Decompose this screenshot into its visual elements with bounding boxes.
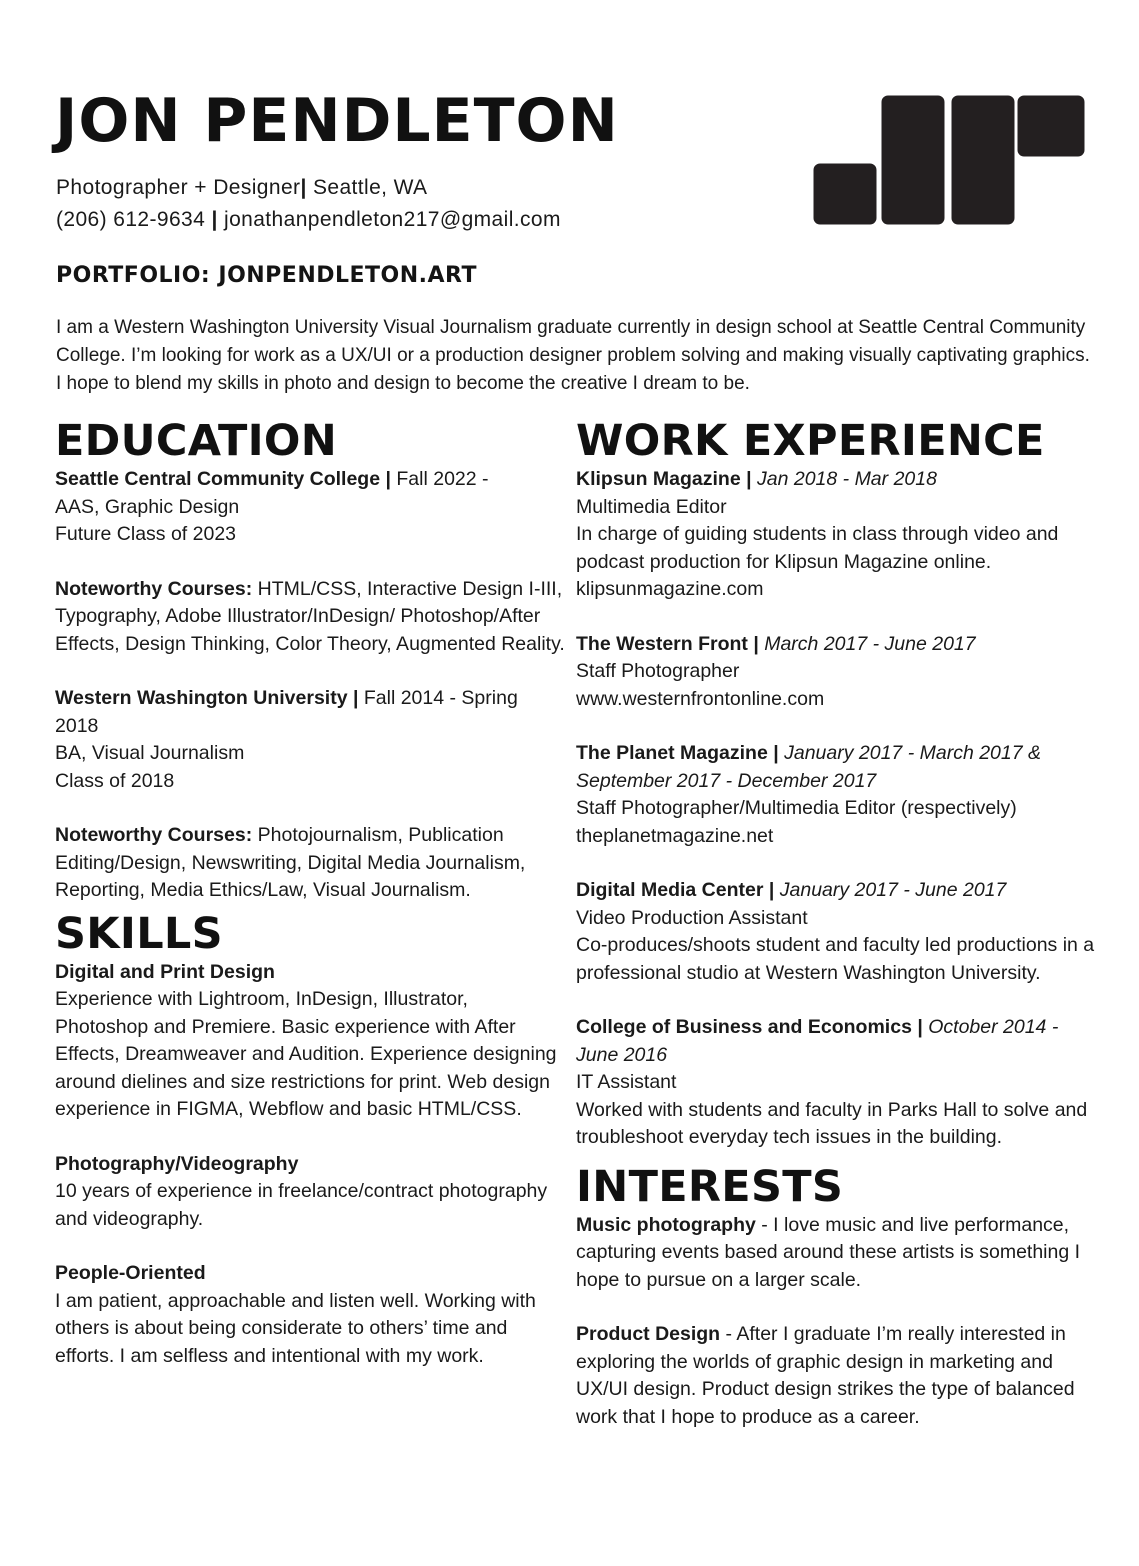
role-text: Photographer + Designer: [56, 176, 301, 199]
degree: AAS, Graphic Design: [55, 495, 240, 518]
logo-block-tall-right: [950, 94, 1016, 226]
job-dates: March 2017 - June 2017: [764, 632, 976, 655]
job-org: College of Business and Economics: [576, 1016, 912, 1038]
resume-name: JON PENDLETON: [55, 86, 619, 156]
courses-paragraph: [55, 822, 565, 905]
separator: |: [385, 468, 391, 490]
job-desc: Worked with students and faculty in Parks Hall to solve and troubleshoot everyday tech issues in the building.: [576, 1098, 1088, 1148]
job-role: IT Assistant: [576, 1071, 677, 1093]
courses-label: Noteworthy Courses:: [55, 824, 253, 846]
job-entry: [576, 740, 1096, 850]
job-entry: [576, 877, 1096, 987]
left-column: [55, 416, 565, 1397]
separator: |: [768, 879, 775, 901]
interest-text: - I love music and live performance, capturing events based around these artists is something I hope to pursue on a larger scale.: [576, 1213, 1081, 1291]
courses-paragraph: [55, 576, 565, 659]
education-title: EDUCATION: [55, 416, 338, 466]
logo-block-bottom-left: [812, 162, 878, 226]
skill-text: 10 years of experience in freelance/contract photography and videography.: [55, 1180, 548, 1230]
logo-block-tall-middle: [880, 94, 946, 226]
school-line: [55, 685, 565, 740]
job-header: [576, 466, 1096, 494]
skill-heading: Photography/Videography: [55, 1152, 299, 1175]
work-experience-title: WORK EXPERIENCE: [576, 416, 1045, 466]
school-date: Fall 2014 - Spring 2018: [55, 687, 518, 737]
job-url[interactable]: theplanetmagazine.net: [576, 824, 774, 847]
logo-block-top-right: [1016, 94, 1086, 158]
skill-entry: [55, 959, 565, 1124]
interest-entry: [576, 1212, 1096, 1295]
contact-line-1: [56, 172, 756, 204]
skill-entry: [55, 1151, 565, 1234]
courses-text: HTML/CSS, Interactive Design I-III, Typography, Adobe Illustrator/InDesign/ Photoshop/After Effects, Design Thinking, Color Theory, Augmented Reality.: [55, 577, 565, 655]
job-url[interactable]: klipsunmagazine.com: [576, 578, 764, 600]
job-entry: [576, 631, 1096, 714]
interest-heading: Music photography: [576, 1213, 756, 1236]
skill-text: Experience with Lightroom, InDesign, Illustrator, Photoshop and Premiere. Basic experience with After Effects, Dreamweaver and Audition. Experience designing around dielines and size restrictions for print. Web design experience in FIGMA, Webflow and basic HTML/CSS.: [55, 988, 557, 1120]
separator: |: [753, 632, 759, 655]
separator: |: [300, 176, 307, 199]
job-role: Staff Photographer: [576, 660, 740, 682]
job-role: Staff Photographer/Multimedia Editor (respectively): [576, 797, 1017, 819]
class-year: Future Class of 2023: [55, 523, 237, 545]
job-dates: Jan 2018 - Mar 2018: [757, 468, 937, 490]
skill-entry: [55, 1260, 565, 1370]
job-dates: January 2017 - June 2017: [779, 879, 1007, 901]
job-org: The Planet Magazine: [576, 742, 768, 764]
job-role: Multimedia Editor: [576, 495, 727, 518]
job-header: [576, 877, 1096, 905]
courses-label: Noteworthy Courses:: [55, 577, 253, 600]
right-column: [576, 416, 1096, 1458]
skill-heading: Digital and Print Design: [55, 960, 275, 983]
job-header: [576, 631, 1096, 659]
location-text: Seattle, WA: [312, 176, 428, 199]
school-name: Western Washington University: [55, 687, 348, 709]
job-entry: [576, 1014, 1096, 1152]
interest-text: - After I graduate I’m really interested in exploring the worlds of graphic design in marketing and UX/UI design. Product design strikes the type of balanced work that I hope to produce as a career.: [576, 1323, 1075, 1428]
separator: |: [917, 1016, 923, 1038]
education-entry: [55, 466, 565, 549]
interests-title: INTERESTS: [576, 1161, 844, 1212]
job-header: [576, 740, 1096, 795]
job-desc: Co-produces/shoots student and faculty led productions in a professional studio at Western Washington University.: [576, 934, 1095, 984]
intro-paragraph: I am a Western Washington University Visual Journalism graduate currently in design school at Seattle Central Community College. I’m looking for work as a UX/UI or a production designer problem solving and making visually captivating graphics. I hope to blend my skills in photo and design to become the creative I dream to be.: [56, 317, 1090, 394]
contact-info: [56, 172, 756, 236]
job-dates: January 2017 - March 2017 & September 2017 - December 2017: [576, 742, 1042, 792]
separator: |: [746, 468, 752, 490]
job-header: [576, 1014, 1096, 1069]
school-line: [55, 466, 565, 494]
job-url[interactable]: www.westernfrontonline.com: [576, 687, 825, 710]
job-dates: October 2014 - June 2016: [576, 1016, 1059, 1066]
job-role: Video Production Assistant: [576, 906, 808, 929]
interest-entry: [576, 1321, 1096, 1431]
skill-text: I am patient, approachable and listen well. Working with others is about being considerate to others’ time and efforts. I am selfless and intentional with my work.: [55, 1289, 536, 1367]
email-link[interactable]: jonathanpendleton217@gmail.com: [224, 208, 561, 231]
job-desc: In charge of guiding students in class through video and podcast production for Klipsun Magazine online.: [576, 523, 1059, 573]
separator: |: [352, 687, 359, 709]
contact-line-2: [56, 204, 756, 236]
class-year: Class of 2018: [55, 769, 175, 792]
job-org: Digital Media Center: [576, 879, 764, 901]
degree: BA, Visual Journalism: [55, 742, 245, 764]
school-name: Seattle Central Community College: [55, 468, 381, 490]
school-date: Fall 2022 -: [396, 468, 489, 490]
job-org: Klipsun Magazine: [576, 468, 741, 490]
interest-heading: Product Design: [576, 1323, 721, 1345]
separator: |: [773, 742, 779, 764]
separator: |: [211, 208, 218, 231]
job-entry: [576, 466, 1096, 604]
courses-text: Photojournalism, Publication Editing/Design, Newswriting, Digital Media Journalism, Reporting, Media Ethics/Law, Visual Journalism.: [55, 824, 526, 901]
jp-monogram-logo: [810, 92, 1088, 228]
job-org: The Western Front: [576, 632, 748, 655]
phone-text: (206) 612-9634: [56, 208, 206, 231]
skill-heading: People-Oriented: [55, 1262, 206, 1284]
education-entry: [55, 685, 565, 795]
portfolio-link[interactable]: PORTFOLIO: JONPENDLETON.ART: [56, 263, 478, 288]
skills-title: SKILLS: [55, 908, 223, 959]
